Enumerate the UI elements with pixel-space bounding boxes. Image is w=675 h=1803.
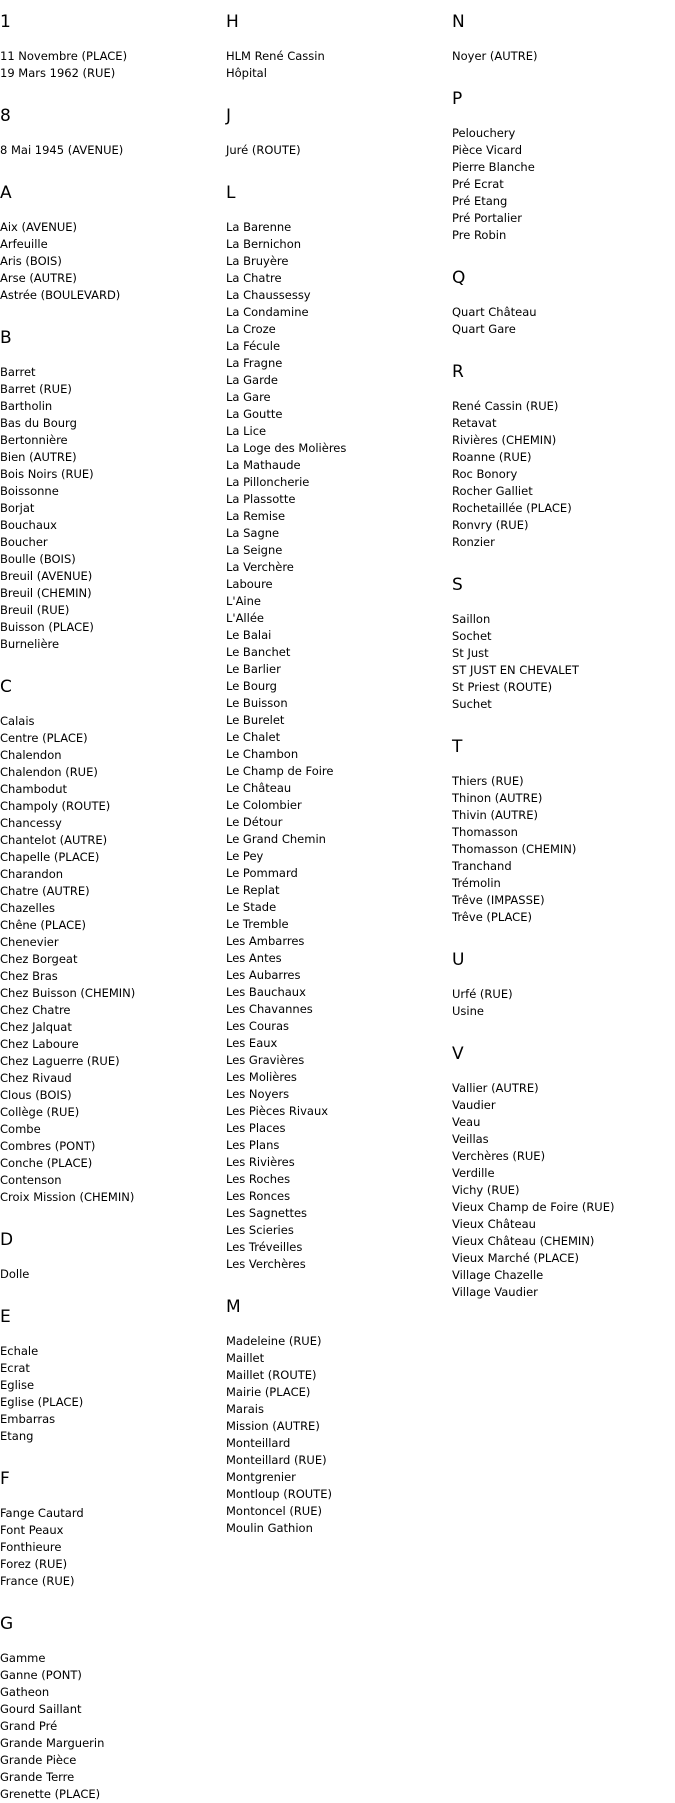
street-item[interactable]: St Priest (ROUTE) — [452, 680, 553, 694]
street-item[interactable]: Les Ambarres — [226, 934, 305, 948]
group-spacer — [0, 1283, 220, 1307]
street-item[interactable]: Le Pey — [226, 849, 264, 863]
street-list — [452, 611, 672, 713]
letter-group — [226, 1297, 446, 1537]
street-item[interactable]: HLM René Cassin — [226, 49, 325, 63]
street-item[interactable]: Les Bauchaux — [226, 985, 306, 999]
street-item[interactable]: Quart Château — [452, 305, 537, 319]
street-item[interactable]: Roanne (RUE) — [452, 450, 532, 464]
street-item[interactable]: Le Burelet — [226, 713, 285, 727]
street-list — [452, 48, 672, 65]
street-item[interactable]: Thomasson — [452, 825, 518, 839]
street-item[interactable]: Champoly (ROUTE) — [0, 799, 111, 813]
street-item[interactable]: Le Pommard — [226, 866, 298, 880]
street-item[interactable]: Trémolin — [452, 876, 501, 890]
street-item[interactable]: Le Balai — [226, 628, 272, 642]
street-item[interactable]: Les Eaux — [226, 1036, 278, 1050]
group-spacer — [452, 65, 672, 89]
letter-group — [226, 106, 446, 183]
street-item[interactable]: Tranchand — [452, 859, 512, 873]
group-spacer — [0, 653, 220, 677]
street-list — [0, 142, 220, 159]
street-item[interactable]: Moulin Gathion — [226, 1521, 313, 1535]
street-item[interactable]: Eglise (PLACE) — [0, 1395, 84, 1409]
street-item[interactable]: Le Buisson — [226, 696, 288, 710]
group-spacer — [226, 1273, 446, 1297]
street-item[interactable]: La Garde — [226, 373, 278, 387]
index-column-3 — [452, 12, 672, 1301]
letter-heading: L — [226, 183, 236, 203]
street-item[interactable]: La Verchère — [226, 560, 294, 574]
street-item[interactable]: Les Noyers — [226, 1087, 290, 1101]
street-item[interactable]: Vieux Château — [452, 1217, 536, 1231]
street-item[interactable]: Pièce Vicard — [452, 143, 523, 157]
street-item[interactable]: Le Colombier — [226, 798, 302, 812]
group-spacer — [452, 926, 672, 950]
street-item[interactable]: Ecrat — [0, 1361, 30, 1375]
street-item[interactable]: Boucher — [0, 535, 48, 549]
street-item[interactable]: Thivin (AUTRE) — [452, 808, 538, 822]
street-item[interactable]: Bertonnière — [0, 433, 68, 447]
street-item[interactable]: Gamme — [0, 1651, 46, 1665]
street-item[interactable]: La Pilloncherie — [226, 475, 310, 489]
letter-heading: U — [452, 950, 465, 970]
street-item[interactable]: Centre (PLACE) — [0, 731, 88, 745]
street-item[interactable]: Urfé (RUE) — [452, 987, 513, 1001]
street-item[interactable]: Bouchaux — [0, 518, 57, 532]
street-item[interactable]: Conche (PLACE) — [0, 1156, 93, 1170]
letter-group — [452, 950, 672, 1044]
letter-heading: B — [0, 328, 12, 348]
street-item[interactable]: Les Verchères — [226, 1257, 306, 1271]
letter-group — [452, 1044, 672, 1301]
street-item[interactable]: Arse (AUTRE) — [0, 271, 77, 285]
street-list — [226, 219, 446, 1273]
street-item[interactable]: Combe — [0, 1122, 41, 1136]
street-item[interactable]: La Gare — [226, 390, 271, 404]
letter-heading: G — [0, 1614, 14, 1634]
street-list — [226, 1333, 446, 1537]
street-item[interactable]: Pré Ecrat — [452, 177, 504, 191]
street-item[interactable]: Ronzier — [452, 535, 495, 549]
street-item[interactable]: Pré Etang — [452, 194, 508, 208]
street-item[interactable]: La Sagne — [226, 526, 280, 540]
group-spacer — [0, 1206, 220, 1230]
street-item[interactable]: France (RUE) — [0, 1574, 75, 1588]
street-item[interactable]: Usine — [452, 1004, 484, 1018]
street-item[interactable]: Grand Pré — [0, 1719, 58, 1733]
street-list — [452, 304, 672, 338]
street-item[interactable]: Vichy (RUE) — [452, 1183, 520, 1197]
street-item[interactable]: Echale — [0, 1344, 39, 1358]
street-item[interactable]: Les Sagnettes — [226, 1206, 308, 1220]
street-item[interactable]: Pré Portalier — [452, 211, 522, 225]
letter-group — [0, 1230, 220, 1307]
street-list — [0, 1505, 220, 1590]
street-item[interactable]: Calais — [0, 714, 35, 728]
letter-group — [0, 1614, 220, 1803]
street-list — [0, 1343, 220, 1445]
letter-heading: R — [452, 362, 464, 382]
street-item[interactable]: Les Aubarres — [226, 968, 301, 982]
letter-heading: J — [226, 106, 232, 126]
street-item[interactable]: La Lice — [226, 424, 267, 438]
index-column-1 — [0, 12, 220, 1803]
letter-heading: H — [226, 12, 239, 32]
street-item[interactable]: Combres (PONT) — [0, 1139, 96, 1153]
street-item[interactable]: Le Replat — [226, 883, 280, 897]
letter-group — [0, 12, 220, 106]
street-item[interactable]: Saillon — [452, 612, 491, 626]
street-item[interactable]: Vieux Champ de Foire (RUE) — [452, 1200, 615, 1214]
group-spacer — [0, 1445, 220, 1469]
letter-heading: E — [0, 1307, 11, 1327]
street-item[interactable]: Sochet — [452, 629, 492, 643]
letter-heading: P — [452, 89, 463, 109]
street-item[interactable]: Collège (RUE) — [0, 1105, 80, 1119]
street-item[interactable]: Veau — [452, 1115, 481, 1129]
street-item[interactable]: Les Couras — [226, 1019, 290, 1033]
street-item[interactable]: La Barenne — [226, 220, 292, 234]
street-item[interactable]: Les Roches — [226, 1172, 291, 1186]
street-item[interactable]: La Fragne — [226, 356, 283, 370]
street-item[interactable]: Aris (BOIS) — [0, 254, 62, 268]
street-item[interactable]: Les Gravières — [226, 1053, 305, 1067]
street-item[interactable]: Maillet (ROUTE) — [226, 1368, 317, 1382]
street-item[interactable]: Pelouchery — [452, 126, 516, 140]
street-item[interactable]: Quart Gare — [452, 322, 516, 336]
street-item[interactable]: Le Stade — [226, 900, 277, 914]
street-item[interactable]: 11 Novembre (PLACE) — [0, 49, 128, 63]
street-item[interactable]: Clous (BOIS) — [0, 1088, 72, 1102]
street-item[interactable]: La Bruyère — [226, 254, 289, 268]
street-item[interactable]: Chez Borgeat — [0, 952, 78, 966]
street-item[interactable]: Thiers (RUE) — [452, 774, 524, 788]
letter-group — [0, 328, 220, 677]
street-item[interactable]: Buisson (PLACE) — [0, 620, 94, 634]
street-item[interactable]: Breuil (AVENUE) — [0, 569, 93, 583]
street-item[interactable]: Grenette (PLACE) — [0, 1787, 101, 1801]
street-item[interactable]: Pre Robin — [452, 228, 507, 242]
street-item[interactable]: Bas du Bourg — [0, 416, 77, 430]
street-item[interactable]: Mairie (PLACE) — [226, 1385, 311, 1399]
letter-group — [452, 737, 672, 950]
street-item[interactable]: Fonthieure — [0, 1540, 62, 1554]
street-item[interactable]: Maillet — [226, 1351, 265, 1365]
letter-group — [0, 1307, 220, 1469]
group-spacer — [452, 338, 672, 362]
street-list — [0, 713, 220, 1206]
street-item[interactable]: Chalendon (RUE) — [0, 765, 98, 779]
street-item[interactable]: Ronvry (RUE) — [452, 518, 529, 532]
street-item[interactable]: Le Chalet — [226, 730, 281, 744]
street-item[interactable]: Trêve (IMPASSE) — [452, 893, 545, 907]
street-item[interactable]: Le Tremble — [226, 917, 289, 931]
street-item[interactable]: Forez (RUE) — [0, 1557, 68, 1571]
street-item[interactable]: Roc Bonory — [452, 467, 518, 481]
street-item[interactable]: L'Aine — [226, 594, 261, 608]
letter-heading: V — [452, 1044, 464, 1064]
street-item[interactable]: Le Détour — [226, 815, 283, 829]
street-list — [452, 1080, 672, 1301]
street-item[interactable]: La Seigne — [226, 543, 283, 557]
letter-group — [452, 12, 672, 89]
letter-group — [452, 575, 672, 737]
street-list — [452, 986, 672, 1020]
letter-heading: F — [0, 1469, 10, 1489]
street-item[interactable]: Charandon — [0, 867, 64, 881]
street-item[interactable]: Gatheon — [0, 1685, 50, 1699]
letter-group — [226, 183, 446, 1297]
street-item[interactable]: Breuil (CHEMIN) — [0, 586, 92, 600]
street-item[interactable]: Vallier (AUTRE) — [452, 1081, 539, 1095]
street-item[interactable]: La Fécule — [226, 339, 281, 353]
group-spacer — [0, 159, 220, 183]
letter-heading: 8 — [0, 106, 11, 126]
street-item[interactable]: Le Barlier — [226, 662, 281, 676]
street-item[interactable]: Retavat — [452, 416, 497, 430]
letter-heading: C — [0, 677, 12, 697]
street-item[interactable]: Bartholin — [0, 399, 53, 413]
street-item[interactable]: La Goutte — [226, 407, 283, 421]
street-item[interactable]: Font Peaux — [0, 1523, 64, 1537]
street-item[interactable]: Les Tréveilles — [226, 1240, 303, 1254]
street-item[interactable]: Aix (AVENUE) — [0, 220, 78, 234]
letter-heading: S — [452, 575, 463, 595]
street-item[interactable]: Chalendon — [0, 748, 62, 762]
street-item[interactable]: Le Grand Chemin — [226, 832, 326, 846]
street-item[interactable]: Vieux Château (CHEMIN) — [452, 1234, 595, 1248]
street-item[interactable]: Arfeuille — [0, 237, 48, 251]
street-item[interactable]: Chêne (PLACE) — [0, 918, 86, 932]
letter-heading: Q — [452, 268, 466, 288]
street-item[interactable]: La Condamine — [226, 305, 309, 319]
street-list — [0, 48, 220, 82]
street-item[interactable]: La Loge des Molières — [226, 441, 347, 455]
letter-group — [0, 1469, 220, 1614]
street-item[interactable]: Dolle — [0, 1267, 30, 1281]
street-item[interactable]: Chez Laguerre (RUE) — [0, 1054, 120, 1068]
street-item[interactable]: Thinon (AUTRE) — [452, 791, 543, 805]
street-item[interactable]: Astrée (BOULEVARD) — [0, 288, 121, 302]
street-item[interactable]: Bois Noirs (RUE) — [0, 467, 94, 481]
letter-heading: N — [452, 12, 465, 32]
street-item[interactable]: Le Château — [226, 781, 292, 795]
street-item[interactable]: La Plassotte — [226, 492, 296, 506]
letter-group — [226, 12, 446, 106]
street-list — [226, 48, 446, 82]
group-spacer — [226, 159, 446, 183]
index-column-2 — [226, 12, 446, 1537]
street-item[interactable]: Gourd Saillant — [0, 1702, 82, 1716]
letter-group — [0, 677, 220, 1230]
group-spacer — [0, 1590, 220, 1614]
street-item[interactable]: Chantelot (AUTRE) — [0, 833, 108, 847]
street-item[interactable]: Les Ronces — [226, 1189, 291, 1203]
street-item[interactable]: La Remise — [226, 509, 286, 523]
street-item[interactable]: Boissonne — [0, 484, 59, 498]
street-list — [452, 773, 672, 926]
street-item[interactable]: Hôpital — [226, 66, 267, 80]
street-item[interactable]: Monteillard — [226, 1436, 291, 1450]
street-item[interactable]: Chez Rivaud — [0, 1071, 72, 1085]
street-item[interactable]: Boulle (BOIS) — [0, 552, 76, 566]
street-item[interactable]: Mission (AUTRE) — [226, 1419, 320, 1433]
street-item[interactable]: L'Allée — [226, 611, 264, 625]
street-item[interactable]: Les Plans — [226, 1138, 280, 1152]
street-item[interactable]: Rocher Galliet — [452, 484, 533, 498]
street-item[interactable]: Grande Terre — [0, 1770, 75, 1784]
street-item[interactable]: Les Pièces Rivaux — [226, 1104, 329, 1118]
street-item[interactable]: St Just — [452, 646, 489, 660]
street-item[interactable]: Chez Bras — [0, 969, 58, 983]
street-item[interactable]: Barret (RUE) — [0, 382, 72, 396]
letter-group — [452, 268, 672, 362]
letter-heading: D — [0, 1230, 14, 1250]
street-item[interactable]: Pierre Blanche — [452, 160, 535, 174]
letter-heading: A — [0, 183, 12, 203]
street-item[interactable]: Contenson — [0, 1173, 62, 1187]
street-item[interactable]: Les Chavannes — [226, 1002, 313, 1016]
street-list — [452, 125, 672, 244]
street-list — [0, 1266, 220, 1283]
street-item[interactable]: Eglise — [0, 1378, 35, 1392]
group-spacer — [0, 304, 220, 328]
street-item[interactable]: Les Places — [226, 1121, 286, 1135]
street-item[interactable]: Rivières (CHEMIN) — [452, 433, 557, 447]
street-item[interactable]: René Cassin (RUE) — [452, 399, 559, 413]
street-item[interactable]: Montloup (ROUTE) — [226, 1487, 332, 1501]
street-item[interactable]: Verchères (RUE) — [452, 1149, 546, 1163]
street-item[interactable]: Bien (AUTRE) — [0, 450, 77, 464]
street-item[interactable]: Les Scieries — [226, 1223, 294, 1237]
letter-heading: T — [452, 737, 463, 757]
street-item[interactable]: Barret — [0, 365, 36, 379]
street-item[interactable]: Chatre (AUTRE) — [0, 884, 90, 898]
street-item[interactable]: Fange Cautard — [0, 1506, 84, 1520]
group-spacer — [452, 713, 672, 737]
street-item[interactable]: Village Chazelle — [452, 1268, 544, 1282]
street-item[interactable]: Le Champ de Foire — [226, 764, 334, 778]
street-item[interactable]: Noyer (AUTRE) — [452, 49, 538, 63]
street-item[interactable]: Grande Marguerin — [0, 1736, 105, 1750]
group-spacer — [226, 82, 446, 106]
street-item[interactable]: Verdille — [452, 1166, 495, 1180]
street-item[interactable]: Breuil (RUE) — [0, 603, 70, 617]
street-item[interactable]: Chez Laboure — [0, 1037, 79, 1051]
street-item[interactable]: Ganne (PONT) — [0, 1668, 82, 1682]
street-list — [0, 219, 220, 304]
street-item[interactable]: Les Antes — [226, 951, 282, 965]
letter-heading: M — [226, 1297, 241, 1317]
street-item[interactable]: Les Rivières — [226, 1155, 295, 1169]
street-item[interactable]: Chazelles — [0, 901, 55, 915]
street-item[interactable]: ST JUST EN CHEVALET — [452, 663, 579, 677]
street-item[interactable]: Chez Chatre — [0, 1003, 71, 1017]
street-item[interactable]: Croix Mission (CHEMIN) — [0, 1190, 135, 1204]
street-item[interactable]: Vaudier — [452, 1098, 496, 1112]
street-item[interactable]: La Chatre — [226, 271, 282, 285]
street-item[interactable]: Suchet — [452, 697, 492, 711]
street-item[interactable]: Montgrenier — [226, 1470, 296, 1484]
street-item[interactable]: Chez Buisson (CHEMIN) — [0, 986, 136, 1000]
street-item[interactable]: Madeleine (RUE) — [226, 1334, 322, 1348]
street-item[interactable]: Village Vaudier — [452, 1285, 538, 1299]
street-item[interactable]: La Croze — [226, 322, 276, 336]
street-item[interactable]: Vieux Marché (PLACE) — [452, 1251, 579, 1265]
letter-group — [452, 89, 672, 268]
street-item[interactable]: Le Chambon — [226, 747, 299, 761]
group-spacer — [0, 82, 220, 106]
street-item[interactable]: Le Bourg — [226, 679, 277, 693]
street-item[interactable]: La Mathaude — [226, 458, 301, 472]
street-item[interactable]: Burnelière — [0, 637, 60, 651]
street-item[interactable]: Montoncel (RUE) — [226, 1504, 322, 1518]
street-item[interactable]: Juré (ROUTE) — [226, 143, 301, 157]
group-spacer — [452, 551, 672, 575]
street-item[interactable]: Les Molières — [226, 1070, 297, 1084]
street-item[interactable]: Grande Pièce — [0, 1753, 77, 1767]
street-item[interactable]: Etang — [0, 1429, 34, 1443]
street-item[interactable]: Le Banchet — [226, 645, 291, 659]
street-item[interactable]: La Bernichon — [226, 237, 302, 251]
street-list — [226, 142, 446, 159]
street-item[interactable]: Laboure — [226, 577, 273, 591]
street-item[interactable]: Marais — [226, 1402, 264, 1416]
street-item[interactable]: Chancessy — [0, 816, 62, 830]
letter-group — [452, 362, 672, 575]
letter-group — [0, 106, 220, 183]
street-item[interactable]: Rochetaillée (PLACE) — [452, 501, 572, 515]
street-item[interactable]: Embarras — [0, 1412, 56, 1426]
street-list — [0, 364, 220, 653]
street-item[interactable]: Chez Jalquat — [0, 1020, 72, 1034]
street-item[interactable]: Chambodut — [0, 782, 68, 796]
street-item[interactable]: Borjat — [0, 501, 35, 515]
street-item[interactable]: Monteillard (RUE) — [226, 1453, 327, 1467]
street-item[interactable]: 8 Mai 1945 (AVENUE) — [0, 143, 124, 157]
street-item[interactable]: La Chaussessy — [226, 288, 311, 302]
letter-group — [0, 183, 220, 328]
street-item[interactable]: Chenevier — [0, 935, 59, 949]
letter-heading: 1 — [0, 12, 11, 32]
street-list — [0, 1650, 220, 1803]
street-item[interactable]: Veillas — [452, 1132, 489, 1146]
street-item[interactable]: Trêve (PLACE) — [452, 910, 532, 924]
group-spacer — [452, 244, 672, 268]
street-list — [452, 398, 672, 551]
street-item[interactable]: Chapelle (PLACE) — [0, 850, 100, 864]
street-item[interactable]: Thomasson (CHEMIN) — [452, 842, 577, 856]
group-spacer — [452, 1020, 672, 1044]
street-item[interactable]: 19 Mars 1962 (RUE) — [0, 66, 116, 80]
